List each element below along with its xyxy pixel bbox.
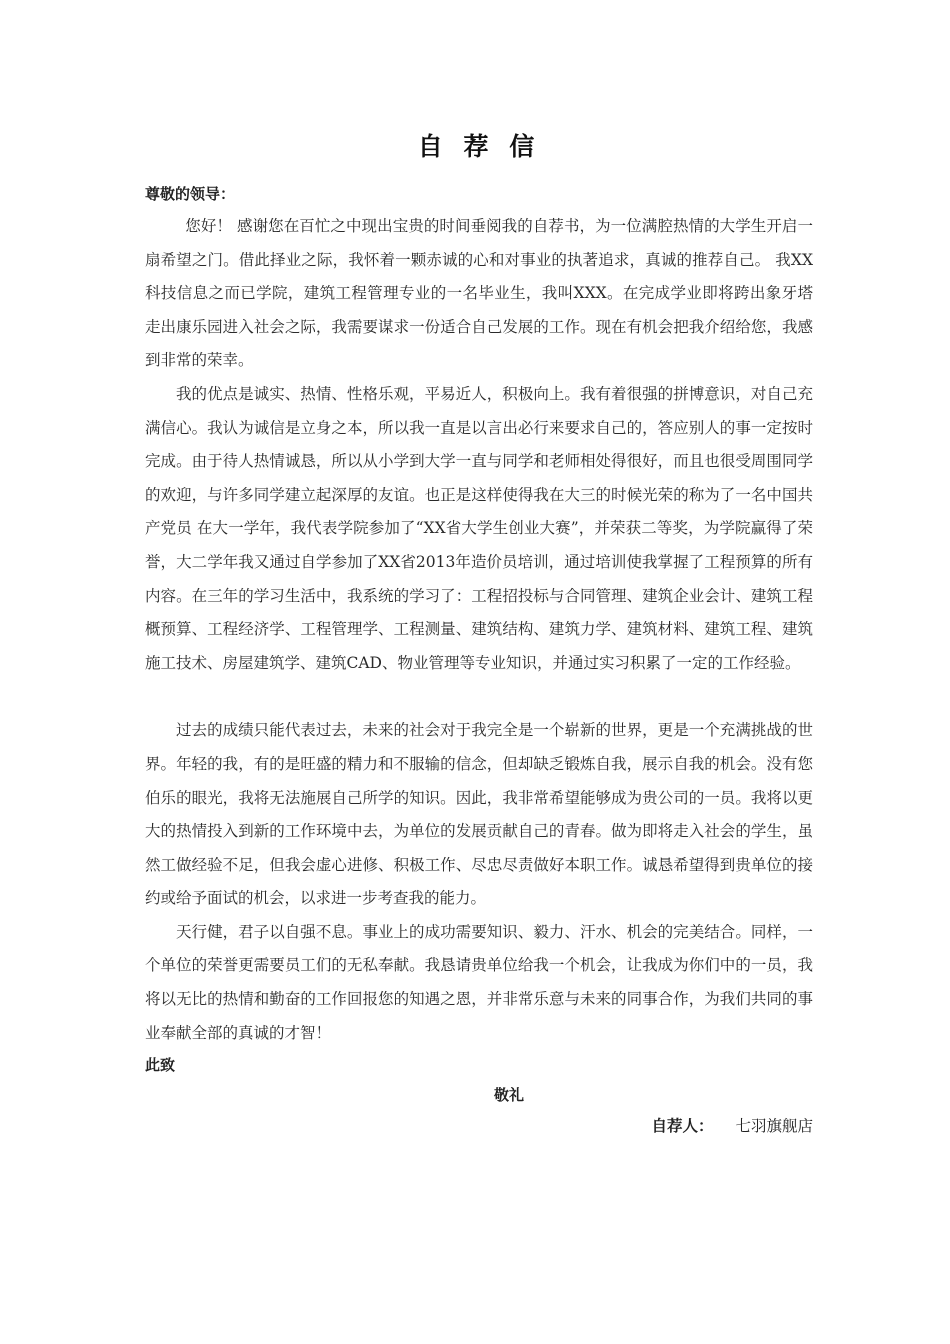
regards-line: 敬礼 (493, 1086, 524, 1105)
signature-name: 七羽旗舰店 (735, 1117, 813, 1136)
signature-label: 自荐人： (651, 1117, 714, 1136)
salutation: 尊敬的领导： (145, 185, 236, 203)
closing-line: 此致 (145, 1056, 176, 1075)
paragraph-spacer (145, 680, 813, 714)
paragraph-future: 过去的成绩只能代表过去，未来的社会对于我完全是一个崭新的世界，更是一个充满挑战的世界。年轻的我，有的是旺盛的精力和不服输的信念，但却缺乏锻炼自我，展示自我的机会。没有您伯乐的眼光，我将无法施展自己所学的知识。因此，我非常希望能够成为贵公司的一员。我将以更大的热情投入到新的工作环境中去，为单位的发展贡献自己的青春。做为即将走入社会的学生，虽然工做经验不足，但我会虚心进修、积极工作、尽忠尽责做好本职工作。诚恳希望得到贵单位的接约或给予面试的机会，以求进一步考查我的能力。 (145, 721, 813, 908)
paragraph-strengths: 我的优点是诚实、热情、性格乐观，平易近人，积极向上。我有着很强的拼博意识，对自己充满信心。我认为诚信是立身之本，所以我一直是以言出必行来要求自己的，答应别人的事一定按时完成。由于待人热情诚恳，所以从小学到大学一直与同学和老师相处得很好，而且也很受周围同学的欢迎，与许多同学建立起深厚的友谊。也正是这样使得我在大三的时候光荣的称为了一名中国共产党员 在大一学年，我代表学院参加了“XX省大学生创业大赛”，并荣获二等奖，为学院赢得了荣誉，大二学年我又通过自学参加了XX省2013年造价员培训，通过培训使我掌握了工程预算的所有内容。在三年的学习生活中，我系统的学习了：工程招投标与合同管理、建筑企业会计、建筑工程概预算、工程经济学、工程管理学、工程测量、建筑结构、建筑力学、建筑材料、建筑工程、建筑施工技术、房屋建筑学、建筑CAD、物业管理等专业知识，并通过实习积累了一定的工作经验。 (145, 384, 813, 672)
paragraph-intro: 您好！ 感谢您在百忙之中现出宝贵的时间垂阅我的自荐书，为一位满腔热情的大学生开启一扇希望之门。借此择业之际，我怀着一颗赤诚的心和对事业的执著追求，真诚的推荐自己。 我XX科技信息之而已学院，建筑工程管理专业的一名毕业生，我叫XXX。在完成学业即将跨出象牙塔走出康乐园进入社会之际，我需要谋求一份适合自己发展的工作。现在有机会把我介绍给您，我感到非常的荣幸。 (145, 217, 813, 370)
letter-page (145, 130, 813, 1142)
signature-block (145, 1110, 813, 1142)
letter-title: 自 荐 信 (417, 132, 541, 161)
paragraph-conclusion: 天行健，君子以自强不息。事业上的成功需要知识、毅力、汗水、机会的完美结合。同样，一个单位的荣誉更需要员工们的无私奉献。我恳请贵单位给我一个机会，让我成为你们中的一员，我将以无比的热情和勤奋的工作回报您的知遇之恩，并非常乐意与未来的同事合作，为我们共同的事业奉献全部的真诚的才智！ (145, 922, 813, 1042)
